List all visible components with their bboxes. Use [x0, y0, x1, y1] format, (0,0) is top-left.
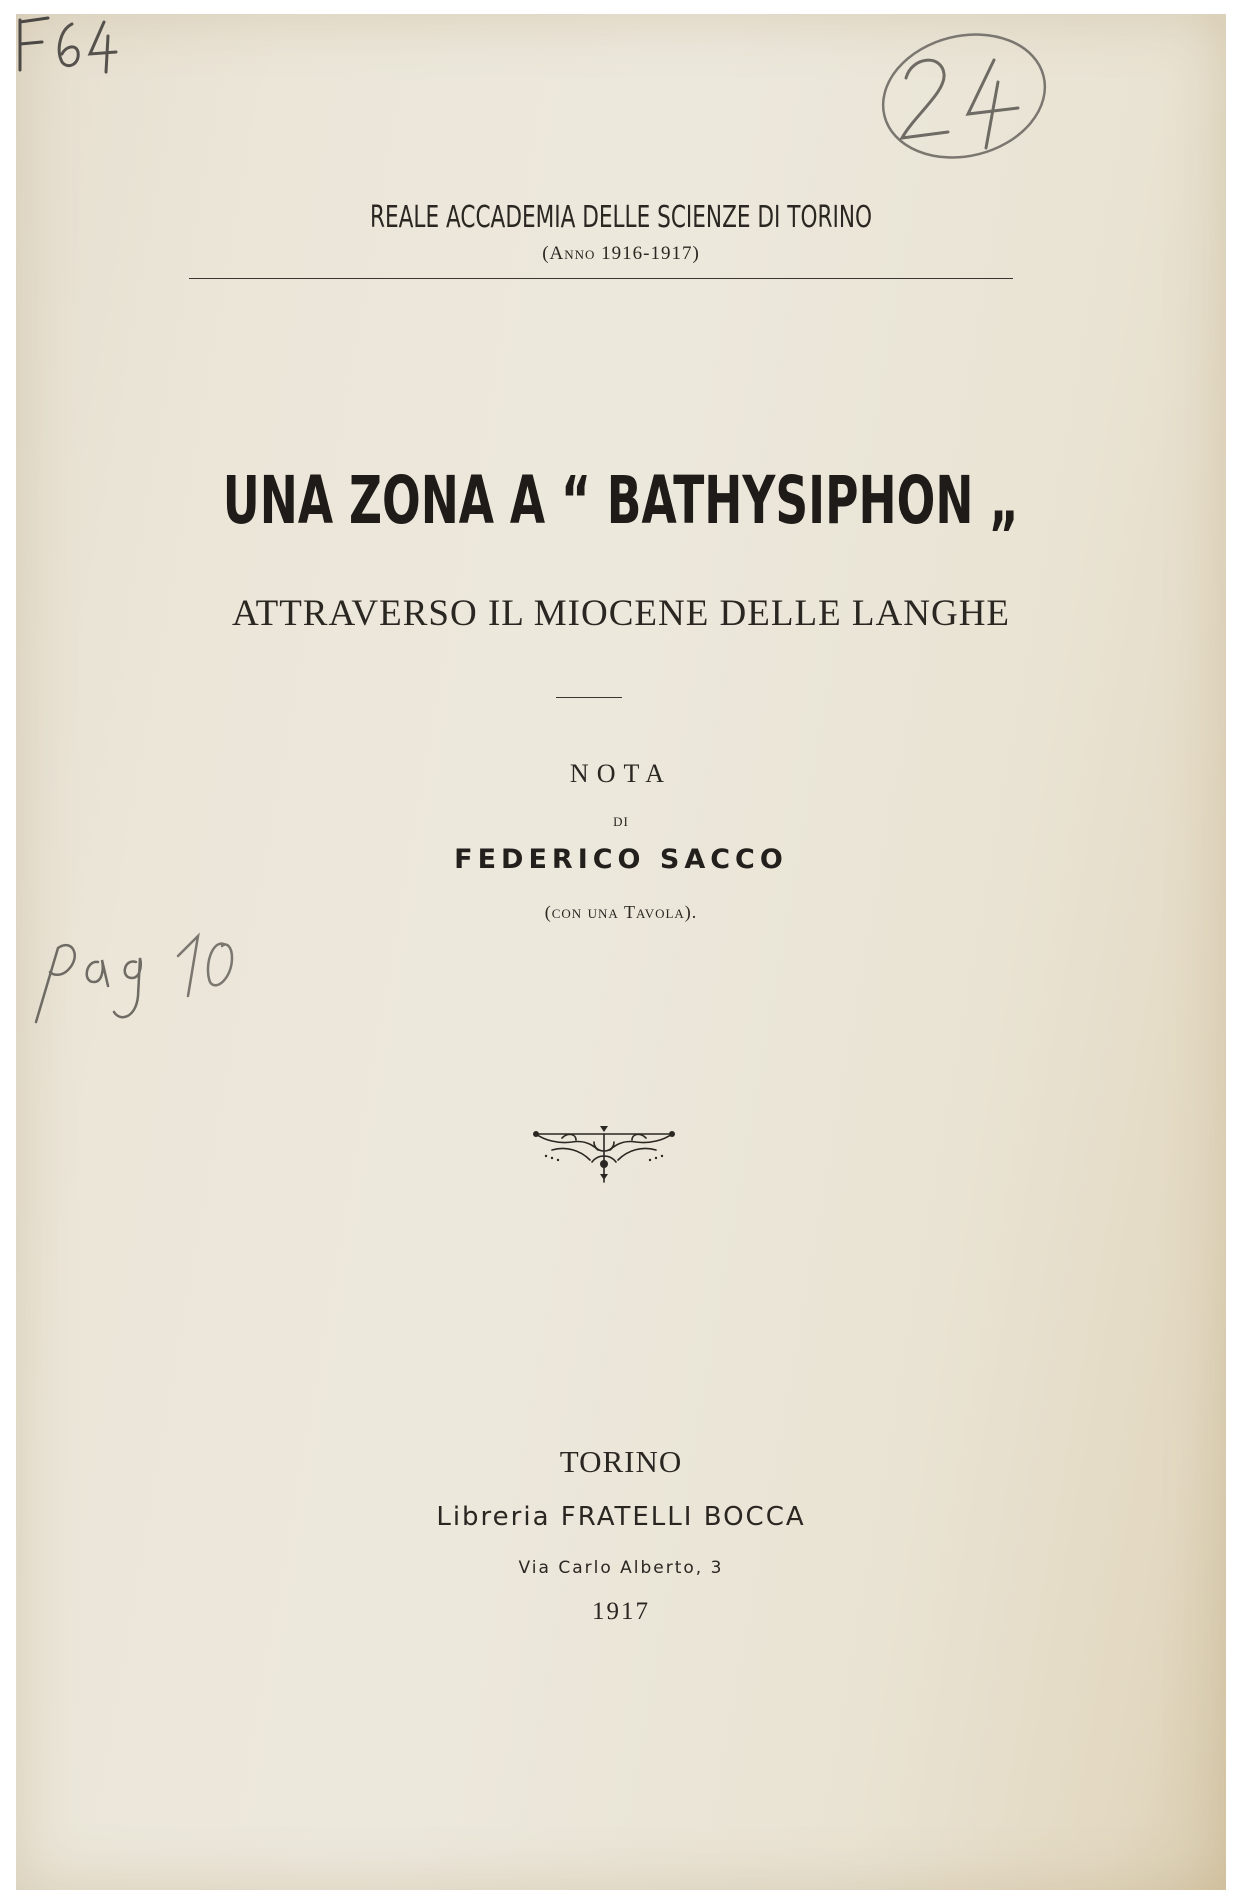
di-label: DI [613, 814, 629, 829]
handwritten-page-note [28, 926, 248, 1036]
academy-name: REALE ACCADEMIA DELLE SCIENZE DI TORINO [370, 200, 872, 235]
author-name: FEDERICO SACCO [454, 844, 788, 875]
document-title: UNA ZONA A “ BATHYSIPHON „ [222, 462, 1020, 539]
document-subtitle: ATTRAVERSO IL MIOCENE DELLE LANGHE [231, 593, 1011, 634]
handwritten-shelf-mark [12, 10, 132, 80]
document-page [16, 14, 1226, 1890]
plate-note: (con una Tavola). [544, 902, 698, 922]
title-divider [556, 697, 622, 698]
ornament-icon [532, 1120, 676, 1188]
handwritten-circled-number [868, 16, 1068, 176]
imprint-address: Via Carlo Alberto, 3 [518, 1558, 724, 1578]
imprint-publisher: Libreria FRATELLI BOCCA [436, 1502, 806, 1532]
imprint-year: 1917 [592, 1598, 650, 1625]
anno-label: Anno [549, 243, 596, 264]
academic-year: (Anno 1916-1917) [542, 243, 700, 264]
nota-label: NOTA [569, 759, 673, 788]
header-divider [189, 278, 1013, 279]
anno-years: 1916-1917 [601, 243, 693, 264]
imprint-city: TORINO [559, 1444, 683, 1479]
